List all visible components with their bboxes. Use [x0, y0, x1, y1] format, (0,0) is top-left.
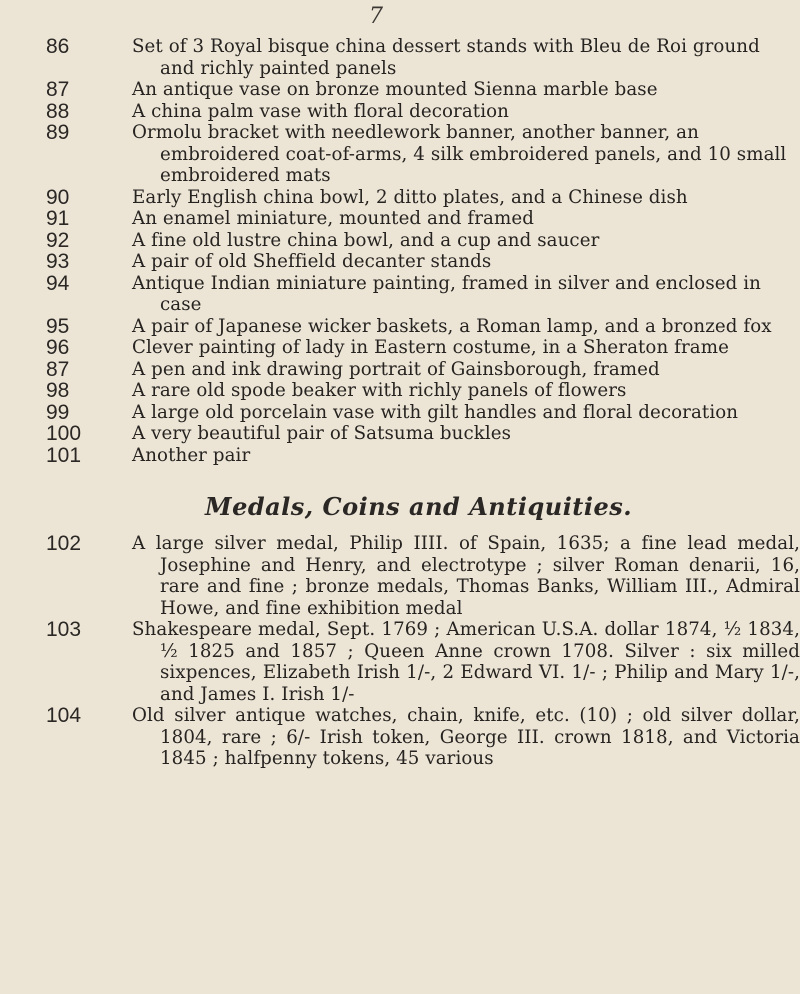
lot-entry: [0, 316, 800, 338]
lot-entry: [0, 619, 800, 705]
lot-number: 101: [46, 443, 82, 467]
page-number: 7: [369, 4, 383, 29]
lot-entry: [0, 36, 800, 79]
lot-description: Ormolu bracket with needlework banner, another banner, an embroidered coat-of-arms, 4 silk embroidered panels, and 10 small embroidered mats: [132, 122, 787, 186]
lot-number: 100: [46, 422, 82, 445]
lot-description: A large silver medal, Philip IIII. of Spain, 1635; a fine lead medal, Josephine and Henry, and electrotype ; silver Roman denarii, 16, rare and fine ; bronze medals, Thomas Banks, William III., Admiral Howe, and fine exhibition medal: [132, 533, 800, 619]
lot-entry: [0, 423, 800, 445]
lot-number: 103: [46, 618, 82, 641]
lot-number: 87: [46, 78, 70, 101]
lot-description: Early English china bowl, 2 ditto plates, and a Chinese dish: [132, 186, 688, 208]
lot-description: A pair of Japanese wicker baskets, a Roman lamp, and a bronzed fox: [132, 315, 772, 337]
lot-entry: [0, 533, 800, 619]
lot-description: An enamel miniature, mounted and framed: [132, 208, 534, 229]
lot-number: 95: [46, 314, 70, 338]
lot-number: 89: [46, 121, 70, 144]
lot-description: Set of 3 Royal bisque china dessert stands with Bleu de Roi ground and richly painted panels: [132, 36, 760, 79]
lot-number: 99: [46, 400, 70, 424]
lot-number: 94: [46, 271, 70, 295]
lot-entry: [0, 208, 800, 230]
lot-number: 104: [46, 704, 82, 727]
lot-entry: [0, 705, 800, 770]
lot-description: A large old porcelain vase with gilt handles and floral decoration: [132, 401, 739, 423]
lot-entry: [0, 337, 800, 359]
lot-entry: [0, 273, 800, 316]
lot-description: Shakespeare medal, Sept. 1769 ; American U.S.A. dollar 1874, ½ 1834, ½ 1825 and 1857 ; Queen Anne crown 1708. Silver : six milled sixpences, Elizabeth Irish 1/-, 2 Edward VI. 1/- ; Philip and Mary 1/-, and James I. Irish 1/-: [132, 619, 800, 705]
lot-number: 96: [46, 336, 70, 359]
lot-entry: [0, 230, 800, 252]
lot-description: A fine old lustre china bowl, and a cup and saucer: [132, 229, 600, 251]
lot-number: 88: [46, 99, 70, 123]
lot-description: An antique vase on bronze mounted Sienna marble base: [132, 79, 658, 100]
lot-number: 93: [46, 250, 70, 273]
lot-number: 86: [46, 35, 70, 58]
section-heading: Medals, Coins and Antiquities.: [205, 492, 633, 521]
lot-entry: [0, 122, 800, 187]
lot-entry: [0, 79, 800, 101]
lot-number: 102: [46, 532, 82, 555]
lot-entry: [0, 445, 800, 467]
lot-list: [0, 36, 800, 770]
lot-description: A china palm vase with floral decoration: [132, 100, 509, 122]
lot-description: Old silver antique watches, chain, knife, etc. (10) ; old silver dollar, 1804, rare ; 6/- Irish token, George III. crown 1818, and Victoria 1845 ; halfpenny tokens, 45 various: [132, 705, 800, 769]
lot-description: A rare old spode beaker with richly panels of flowers: [132, 380, 627, 401]
lot-number: 98: [46, 379, 70, 402]
lot-entry: [0, 380, 800, 402]
lot-entry: [0, 359, 800, 381]
lot-number: 91: [46, 207, 70, 230]
lot-description: Clever painting of lady in Eastern costume, in a Sheraton frame: [132, 337, 729, 358]
lot-description: A very beautiful pair of Satsuma buckles: [132, 423, 512, 444]
lot-entry: [0, 101, 800, 123]
lot-description: A pair of old Sheffield decanter stands: [132, 251, 492, 272]
lot-description: Antique Indian miniature painting, framed in silver and enclosed in case: [132, 272, 761, 315]
lot-number: 90: [46, 185, 70, 209]
lot-description: Another pair: [132, 444, 251, 466]
lot-entry: [0, 251, 800, 273]
lot-entry: [0, 187, 800, 209]
lot-description: A pen and ink drawing portrait of Gainsborough, framed: [132, 358, 660, 380]
lot-number: 92: [46, 228, 70, 252]
lot-entry: [0, 402, 800, 424]
lot-number: 87: [46, 357, 70, 381]
